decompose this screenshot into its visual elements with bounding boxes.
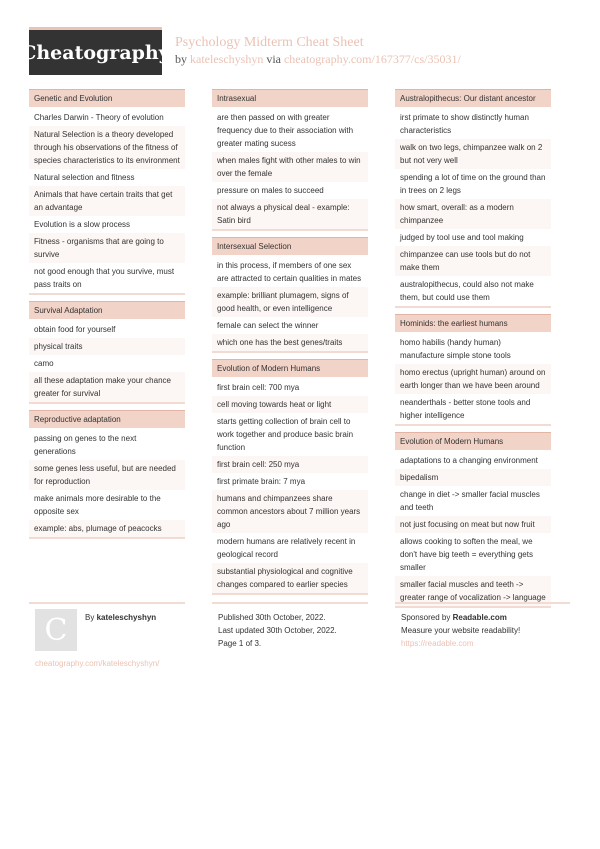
footer-author-name[interactable]: kateleschyshyn: [96, 613, 157, 622]
section-row: not good enough that you survive, must pass traits on: [34, 267, 175, 289]
section-row: allows cooking to soften the meal, we don't have big teeth = everything gets smaller: [400, 537, 533, 572]
section-row: homo erectus (upright human) around on earth longer than we have been around: [395, 364, 551, 394]
footer-by: By: [85, 613, 95, 622]
section-row: Fitness - organisms that are going to survive: [29, 233, 185, 263]
section-row: Natural Selection is a theory developed through his observations of the fitness of species characteristics to its environment: [29, 126, 185, 169]
section-row: australopithecus, could also not make them, but could use them: [400, 280, 534, 302]
section-row: smaller facial muscles and teeth -> greater range of vocalization -> language: [395, 576, 551, 606]
section-heading: Intrasexual: [212, 89, 368, 107]
section-row: not always a physical deal - example: Satin bird: [212, 199, 368, 229]
section-heading: Australopithecus: Our distant ancestor: [395, 89, 551, 107]
section-row: spending a lot of time on the ground than in trees on 2 legs: [400, 173, 546, 195]
section-row: starts getting collection of brain cell to work together and produce basic brain function: [217, 417, 354, 452]
section-heading: Evolution of Modern Humans: [212, 359, 368, 377]
section-row: judged by tool use and tool making: [400, 233, 524, 242]
section-row: neanderthals - better stone tools and higher intelligence: [400, 398, 531, 420]
section-row: chimpanzee can use tools but do not make them: [395, 246, 551, 276]
section-row: first brain cell: 700 mya: [217, 383, 300, 392]
section-heading: Hominids: the earliest humans: [395, 314, 551, 332]
author-link[interactable]: kateleschyshyn: [190, 52, 264, 66]
section-heading: Survival Adaptation: [29, 301, 185, 319]
section-row: walk on two legs, chimpanzee walk on 2 but not very well: [395, 139, 551, 169]
section-row: irst primate to show distinctly human characteristics: [400, 113, 529, 135]
section-row: all these adaptation make your chance greater for survival: [29, 372, 185, 402]
byline-by: by: [175, 52, 187, 66]
section-row: some genes less useful, but are needed for reproduction: [29, 460, 185, 490]
section-row: how smart, overall: as a modern chimpanzee: [395, 199, 551, 229]
section-row: which one has the best genes/traits: [212, 334, 368, 351]
section-row: cell moving towards heat or light: [212, 396, 368, 413]
section-row: Animals that have certain traits that get an advantage: [29, 186, 185, 216]
footer-author-url[interactable]: cheatography.com/kateleschyshyn/: [35, 659, 160, 668]
section-row: camo: [34, 359, 54, 368]
byline-via: via: [266, 52, 281, 66]
section: [395, 314, 551, 426]
section-row: change in diet -> smaller facial muscles and teeth: [400, 490, 540, 512]
section-row: bipedalism: [395, 469, 551, 486]
section-row: Natural selection and fitness: [34, 173, 135, 182]
section-row: adaptations to a changing environment: [400, 456, 538, 465]
section-row: Charles Darwin - Theory of evolution: [34, 113, 164, 122]
section-row: pressure on males to succeed: [217, 186, 324, 195]
column-3: [395, 89, 551, 614]
section: [212, 89, 368, 231]
section-row: first primate brain: 7 mya: [217, 477, 306, 486]
column-1: [29, 89, 185, 545]
sheet-url-link[interactable]: cheatography.com/167377/cs/35031/: [283, 52, 461, 66]
section-row: substantial physiological and cognitive changes compared to earlier species: [212, 563, 368, 593]
section-row: example: brilliant plumagem, signs of good health, or even intelligence: [212, 287, 368, 317]
footer-sponsor: [401, 611, 520, 650]
author-avatar[interactable]: C: [35, 609, 77, 651]
section: [29, 301, 185, 404]
section-heading: Reproductive adaptation: [29, 410, 185, 428]
section-row: physical traits: [29, 338, 185, 355]
footer-divider-2: [212, 602, 368, 604]
section-row: passing on genes to the next generations: [34, 434, 137, 456]
footer-divider-1: [29, 602, 185, 604]
sponsor-url-link[interactable]: https://readable.com: [401, 639, 474, 648]
section-row: modern humans are relatively recent in geological record: [217, 537, 356, 559]
sponsor-tagline: Measure your website readability!: [401, 626, 521, 635]
section: [212, 359, 368, 595]
footer-divider-3: [395, 602, 570, 604]
page-number: Page 1 of 3.: [218, 639, 262, 648]
section: [395, 89, 551, 308]
section-row: humans and chimpanzees share common ancestors about 7 million years ago: [212, 490, 368, 533]
section-heading: Evolution of Modern Humans: [395, 432, 551, 450]
published-date: Published 30th October, 2022.: [218, 613, 326, 622]
updated-date: Last updated 30th October, 2022.: [218, 626, 337, 635]
section-row: when males fight with other males to win over the female: [212, 152, 368, 182]
section-row: make animals more desirable to the opposite sex: [34, 494, 161, 516]
section-row: are then passed on with greater frequency due to their association with greater mating sucess: [217, 113, 354, 148]
section-heading: Genetic and Evolution: [29, 89, 185, 107]
page-title: Psychology Midterm Cheat Sheet: [175, 35, 364, 50]
sponsor-name[interactable]: Readable.com: [452, 613, 507, 622]
footer-dates: [218, 611, 337, 650]
byline: [175, 52, 461, 67]
section: [29, 89, 185, 295]
section-heading: Intersexual Selection: [212, 237, 368, 255]
section: [395, 432, 551, 608]
section-row: Evolution is a slow process: [34, 220, 131, 229]
section-row: in this process, if members of one sex are attracted to certain qualities in mates: [217, 261, 362, 283]
footer-author: [85, 611, 156, 624]
cheatography-logo[interactable]: Cheatography: [29, 30, 162, 75]
section: [212, 237, 368, 353]
section-row: first brain cell: 250 mya: [212, 456, 368, 473]
section-row: example: abs, plumage of peacocks: [29, 520, 185, 537]
section-row: homo habilis (handy human) manufacture simple stone tools: [400, 338, 511, 360]
sponsored-by-label: Sponsored by: [401, 613, 451, 622]
section-row: not just focusing on meat but now fruit: [395, 516, 551, 533]
section-row: obtain food for yourself: [34, 325, 116, 334]
section: [29, 410, 185, 539]
section-row: female can select the winner: [217, 321, 319, 330]
column-2: [212, 89, 368, 601]
